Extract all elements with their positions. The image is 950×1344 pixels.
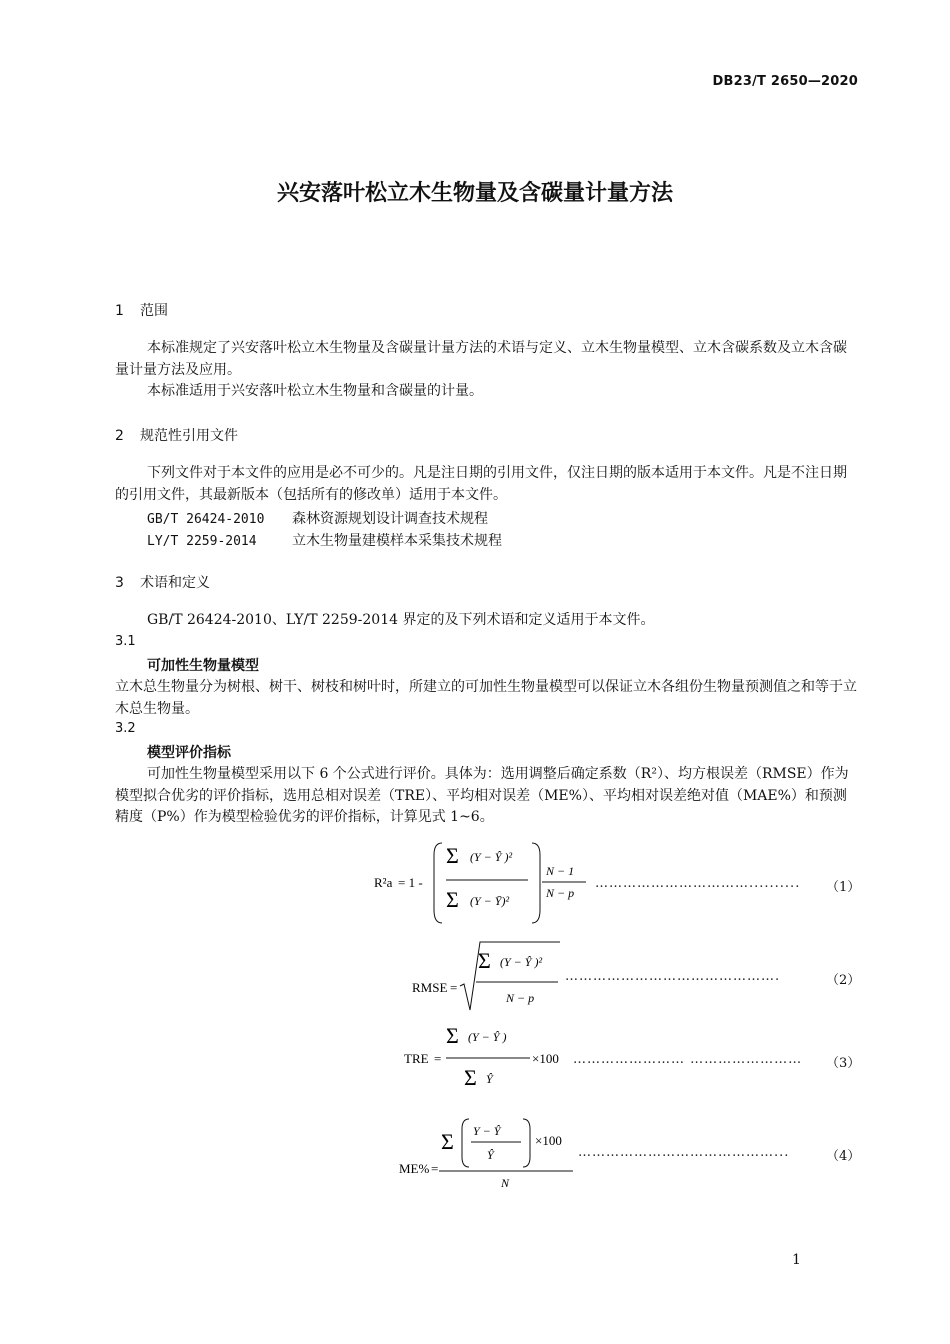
section-title: 规范性引用文件 xyxy=(140,428,238,444)
reference-item xyxy=(147,530,502,550)
reference-code: LY/T 2259-2014 xyxy=(147,534,257,549)
clause-3-1-term: 可加性生物量模型 xyxy=(147,658,259,674)
formula-1-operator: = 1 - xyxy=(398,875,423,890)
formula-2-denominator: N − p xyxy=(506,991,535,1005)
clause-3-2-number: 3.2 xyxy=(115,721,136,736)
formula-1-denominator: (Y − Ȳ)² xyxy=(470,894,510,908)
formula-1-number: （1） xyxy=(826,880,861,895)
section-title: 术语和定义 xyxy=(140,575,210,591)
leader-dots: …………………… …………………… xyxy=(573,1052,803,1067)
sigma-symbol: Σ xyxy=(446,843,459,868)
formula-4-number: （4） xyxy=(826,1149,861,1164)
left-paren xyxy=(434,843,442,923)
formula-2-number: （2） xyxy=(826,973,861,988)
leader-dots: ………………………………………. xyxy=(565,969,781,984)
formula-3-multiplier: ×100 xyxy=(532,1051,559,1066)
sigma-symbol: Σ xyxy=(464,1065,477,1090)
formula-4-inner-numerator: Y − Ŷ xyxy=(473,1124,501,1138)
section-1-heading xyxy=(115,300,168,320)
sigma-symbol: Σ xyxy=(441,1129,454,1154)
reference-title: 森林资源规划设计调查技术规程 xyxy=(292,511,488,527)
page-number: 1 xyxy=(792,1252,801,1268)
section-2-paragraph-1: 下列文件对于本文件的应用是必不可少的。凡是注日期的引用文件，仅注日期的版本适用于本文件。凡是不注日期的引用文件，其最新版本（包括所有的修改单）适用于本文件。 xyxy=(115,465,847,503)
formula-4-inner-denominator: Ŷ xyxy=(487,1148,494,1162)
section-2-heading xyxy=(115,425,238,445)
formula-2-operator: = xyxy=(450,980,458,995)
formula-4-operator: = xyxy=(431,1161,439,1176)
formula-1-r2a xyxy=(370,835,600,930)
formula-3-number: （3） xyxy=(826,1056,861,1071)
reference-title: 立木生物量建模样本采集技术规程 xyxy=(292,533,502,549)
formula-1-ratio-top: N − 1 xyxy=(546,864,575,878)
leader-dots: …………………………….......... xyxy=(595,876,801,891)
formula-4-me xyxy=(395,1115,580,1195)
formula-1-numerator: (Y − Ŷ )² xyxy=(470,850,513,864)
clause-3-1-definition: 立木总生物量分为树根、树干、树枝和树叶时，所建立的可加性生物量模型可以保证立木各组份生物量预测值之和等于立木总生物量。 xyxy=(115,679,857,717)
formula-1-ratio-bottom: N − p xyxy=(546,886,575,900)
formula-3-label: TRE xyxy=(404,1051,429,1066)
sigma-symbol: Σ xyxy=(446,1023,459,1048)
right-paren xyxy=(523,1119,530,1167)
formula-3-numerator: (Y − Ŷ ) xyxy=(468,1030,507,1044)
sigma-symbol: Σ xyxy=(478,948,491,973)
clause-3-2-definition: 可加性生物量模型采用以下 6 个公式进行评价。具体为：选用调整后确定系数（R²）、均方根误差（RMSE）作为模型拟合优劣的评价指标，选用总相对误差（TRE）、平均相对误差（ME%）、平均相对误差绝对值（MAE%）和预测精度（P%）作为模型检验优劣的评价指标，计算见式 1~6。 xyxy=(115,766,849,825)
section-3-intro: GB/T 26424-2010、LY/T 2259-2014 界定的及下列术语和定义适用于本文件。 xyxy=(147,612,655,628)
section-number: 1 xyxy=(115,303,124,319)
formula-4-label: ME% xyxy=(399,1161,430,1176)
formula-4-multiplier: ×100 xyxy=(535,1133,562,1148)
left-paren xyxy=(462,1119,469,1167)
section-number: 3 xyxy=(115,575,124,591)
right-paren xyxy=(532,843,540,923)
section-1-paragraph-2: 本标准适用于兴安落叶松立木生物量和含碳量的计量。 xyxy=(147,383,483,399)
section-1-paragraph-1: 本标准规定了兴安落叶松立木生物量及含碳量计量方法的术语与定义、立木生物量模型、立木含碳系数及立木含碳量计量方法及应用。 xyxy=(115,340,847,378)
reference-code: GB/T 26424-2010 xyxy=(147,512,265,527)
clause-3-1-number: 3.1 xyxy=(115,634,136,649)
formula-3-tre xyxy=(400,1015,575,1105)
page-title: 兴安落叶松立木生物量及含碳量计量方法 xyxy=(276,181,673,206)
sigma-symbol: Σ xyxy=(446,887,459,912)
section-3-heading xyxy=(115,572,210,592)
clause-3-2-term: 模型评价指标 xyxy=(147,745,231,761)
reference-item xyxy=(147,508,488,528)
formula-2-label: RMSE xyxy=(412,980,448,995)
formula-4-denominator: N xyxy=(501,1176,510,1190)
section-title: 范围 xyxy=(140,303,168,319)
formula-1-label: R²a xyxy=(374,875,393,890)
formula-3-denominator: Ŷ xyxy=(486,1072,493,1086)
formula-2-rmse xyxy=(410,938,570,1018)
section-number: 2 xyxy=(115,428,124,444)
leader-dots: ……………………………………... xyxy=(578,1145,790,1160)
formula-3-operator: = xyxy=(434,1051,442,1066)
document-number: DB23/T 2650—2020 xyxy=(712,74,858,89)
formula-2-numerator: (Y − Ŷ )² xyxy=(500,955,543,969)
